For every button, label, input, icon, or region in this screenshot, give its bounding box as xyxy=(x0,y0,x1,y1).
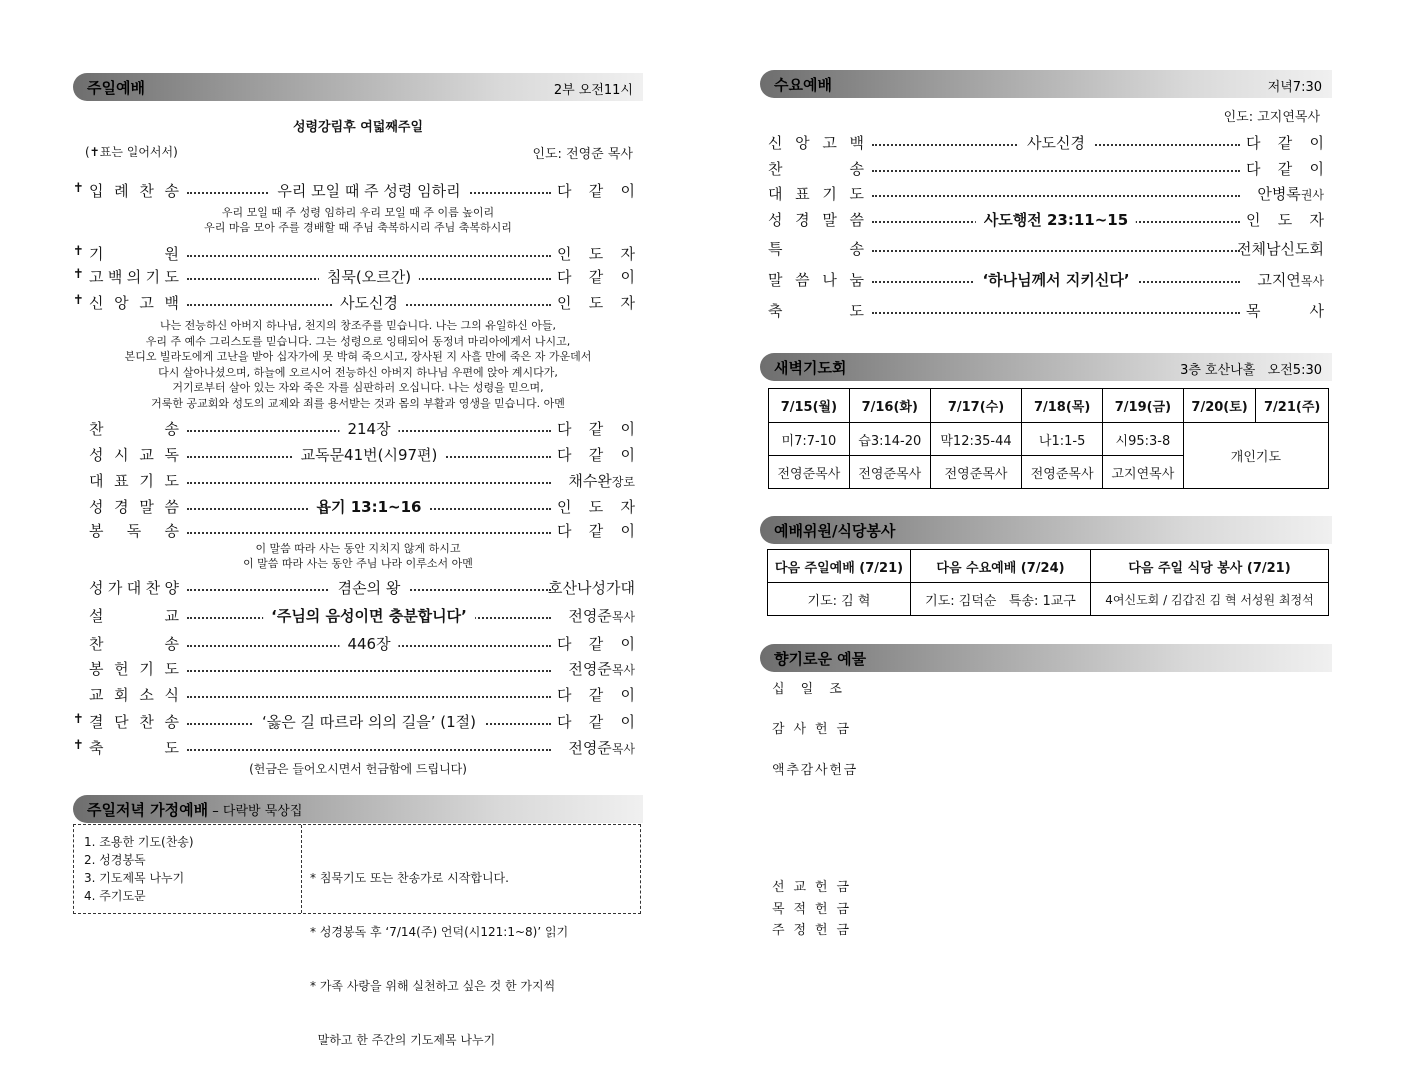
family-subtitle: – 다락방 묵상집 xyxy=(208,804,303,819)
passage-cell: 막12:35-44 xyxy=(930,423,1021,456)
passage-cell: 시95:3-8 xyxy=(1103,423,1184,456)
item-by: 다 같 이 xyxy=(1246,160,1324,178)
item-by: 다 같 이 xyxy=(557,686,635,704)
leader-dots xyxy=(872,195,1240,197)
day-header: 7/17(수) xyxy=(930,389,1021,423)
item-by: 다 같 이 xyxy=(557,420,635,438)
table-row xyxy=(769,389,1329,423)
item-label: 성 가 대 찬 양 xyxy=(89,579,179,597)
section-title: 새벽기도회 xyxy=(774,359,847,377)
item-label: 특 송 xyxy=(768,240,864,258)
item-by: 다 같 이 xyxy=(557,522,635,540)
family-note: 말하고 한 주간의 기도제목 나누기 xyxy=(310,1033,496,1047)
item-label: 봉 헌 기 도 xyxy=(89,660,179,678)
person-name: 전영준 xyxy=(568,607,612,625)
standing-mark: ✝ xyxy=(73,712,84,727)
box-divider xyxy=(301,825,302,913)
leader-dots xyxy=(187,749,551,751)
service-staff-header xyxy=(760,516,1332,544)
item-content: 교독문41번(시97편) xyxy=(293,444,446,465)
section-title: 주일예배 xyxy=(87,79,145,97)
creed-line: 본디오 빌라도에게 고난을 받아 십자가에 못 박혀 죽으시고, 장사된 지 사흘 만에 죽은 자 가운데서 xyxy=(124,350,592,363)
family-step: 2. 성경봉독 xyxy=(84,853,146,867)
worship-item xyxy=(760,300,1332,322)
day-header: 7/21(주) xyxy=(1256,389,1329,423)
family-step: 3. 기도제목 나누기 xyxy=(84,871,185,885)
dawn-prayer-header xyxy=(760,353,1332,381)
person-name: 전영준 xyxy=(568,739,612,757)
offering-item: 감 사 헌 금 xyxy=(772,722,850,737)
item-label: 축 도 xyxy=(768,302,864,320)
standing-mark: ✝ xyxy=(73,244,84,259)
item-by xyxy=(568,470,635,491)
service-time: 2부 오전11시 xyxy=(553,83,633,98)
person-name: 채수완 xyxy=(568,472,612,490)
item-content: 사도신경 xyxy=(1019,132,1093,153)
item-by: 인 도 자 xyxy=(557,498,635,516)
preacher-cell: 전영준목사 xyxy=(769,456,850,489)
worship-item xyxy=(73,418,643,440)
creed-line: 우리 주 예수 그리스도를 믿습니다. 그는 성령으로 잉태되어 동정녀 마리아에게서 나시고, xyxy=(145,334,571,348)
worship-item xyxy=(760,158,1332,180)
service-staff-table xyxy=(767,549,1329,616)
day-header: 7/15(월) xyxy=(769,389,850,423)
family-worship-header xyxy=(73,795,643,823)
worship-item xyxy=(73,605,643,627)
offering-item: 목 적 헌 금 xyxy=(772,902,850,917)
person-title: 목사 xyxy=(611,742,635,756)
item-by: 목 사 xyxy=(1246,302,1324,320)
item-content: 사도행전 23:11~15 xyxy=(976,209,1136,230)
creed-line: 다시 살아나셨으며, 하늘에 오르시어 전능하신 아버지 하나님 우편에 앉아 계시다가, xyxy=(158,365,558,379)
item-label: 대 표 기 도 xyxy=(89,472,179,490)
worship-item xyxy=(760,238,1332,260)
section-title xyxy=(87,799,302,820)
item-content: 욥기 13:1~16 xyxy=(309,496,430,517)
offering-note: (헌금은 들어오시면서 헌금함에 드립니다) xyxy=(249,762,467,776)
family-note: * 침묵기도 또는 찬송가로 시작합니다. xyxy=(310,871,509,885)
offering-header xyxy=(760,644,1332,672)
dawn-prayer-table xyxy=(768,388,1329,489)
response-line: 이 말씀 따라 사는 동안 지치지 않게 하시고 xyxy=(255,542,461,555)
item-content: ‘옳은 길 따르라 의의 길을’ (1절) xyxy=(254,711,484,732)
day-header: 7/16(화) xyxy=(849,389,930,423)
preacher-cell: 전영준목사 xyxy=(930,456,1021,489)
leader-dots xyxy=(187,696,551,698)
item-by xyxy=(568,605,635,626)
wednesday-leader: 인도: 고지연목사 xyxy=(1223,110,1320,125)
dawn-place-time: 3층 호산나홀 오전5:30 xyxy=(1180,363,1322,378)
item-label: 성 시 교 독 xyxy=(89,446,179,464)
standing-mark: ✝ xyxy=(73,267,84,282)
item-by: 인 도 자 xyxy=(557,245,635,263)
staff-header: 다음 수요예배 (7/24) xyxy=(911,550,1091,583)
item-label: 신 앙 고 백 xyxy=(768,134,864,152)
liturgical-subtitle: 성령강림후 여덟째주일 xyxy=(292,120,424,135)
item-by: 다 같 이 xyxy=(557,713,635,731)
item-label: 찬 송 xyxy=(89,420,179,438)
service-time: 저녁7:30 xyxy=(1267,80,1322,95)
worship-item xyxy=(73,180,643,202)
person-title: 권사 xyxy=(1300,188,1324,202)
standing-note: (✝표는 일어서서) xyxy=(85,145,178,159)
item-by xyxy=(568,658,635,679)
staff-header: 다음 주일 식당 봉사 (7/21) xyxy=(1091,550,1329,583)
item-label: 설 교 xyxy=(89,607,179,625)
item-content: 214장 xyxy=(339,418,398,439)
passage-cell: 나1:1-5 xyxy=(1022,423,1103,456)
item-by: 다 같 이 xyxy=(557,635,635,653)
standing-mark: ✝ xyxy=(73,181,84,196)
person-name: 호산나성가대 xyxy=(548,579,635,597)
day-header: 7/20(토) xyxy=(1183,389,1256,423)
standing-mark: ✝ xyxy=(73,293,84,308)
leader-dots xyxy=(187,255,551,257)
worship-item xyxy=(73,577,643,599)
leader-dots xyxy=(187,532,551,534)
person-title: 목사 xyxy=(611,610,635,624)
item-label: 결 단 찬 송 xyxy=(89,713,179,731)
family-step: 4. 주기도문 xyxy=(84,889,146,903)
item-label: 입 례 찬 송 xyxy=(89,182,179,200)
person-name: 전체남신도회 xyxy=(1237,240,1324,258)
person-name: 고지연 xyxy=(1257,271,1301,289)
person-name: 안병록 xyxy=(1257,185,1301,203)
item-content: 우리 모일 때 주 성령 임하리 xyxy=(269,180,468,201)
table-row xyxy=(768,550,1329,583)
staff-cell: 기도: 김덕순 특송: 1교구 xyxy=(911,583,1091,616)
item-by xyxy=(548,577,635,598)
family-note: * 가족 사랑을 위해 실천하고 싶은 것 한 가지씩 xyxy=(310,979,556,993)
family-note: * 성경봉독 후 ‘7/14(주) 언덕(시121:1~8)’ 읽기 xyxy=(310,925,569,939)
item-by: 다 같 이 xyxy=(557,182,635,200)
worship-item xyxy=(73,470,643,492)
item-content: 446장 xyxy=(339,633,398,654)
preacher-cell: 전영준목사 xyxy=(849,456,930,489)
worship-item xyxy=(73,658,643,680)
worship-item xyxy=(73,633,643,655)
family-step: 1. 조용한 기도(찬송) xyxy=(84,835,194,849)
leader-dots xyxy=(872,312,1240,314)
preacher-cell: 고지연목사 xyxy=(1103,456,1184,489)
family-title: 주일저녁 가정예배 xyxy=(87,801,209,819)
family-worship-box xyxy=(73,824,641,1047)
sunday-worship-header xyxy=(73,73,643,101)
person-title: 목사 xyxy=(611,663,635,677)
worship-leader: 인도: 전영준 목사 xyxy=(532,147,633,162)
worship-item xyxy=(73,444,643,466)
item-label: 교 회 소 식 xyxy=(89,686,179,704)
offering-item: 십 일 조 xyxy=(772,682,842,697)
staff-cell: 기도: 김 혁 xyxy=(768,583,911,616)
staff-header: 다음 주일예배 (7/21) xyxy=(768,550,911,583)
item-label: 축 도 xyxy=(89,739,179,757)
creed-line: 나는 전능하신 아버지 하나님, 천지의 창조주를 믿습니다. 나는 그의 유일하신 아들, xyxy=(159,319,557,332)
creed-line: 거기로부터 살아 있는 자와 죽은 자를 심판하러 오십니다. 나는 성령을 믿으며, xyxy=(172,381,544,394)
leader-dots xyxy=(872,170,1240,172)
worship-item xyxy=(73,496,643,518)
family-notes xyxy=(310,833,568,1085)
item-label: 찬 송 xyxy=(768,160,864,178)
item-by: 다 같 이 xyxy=(557,268,635,286)
lyrics-line: 우리 모일 때 주 성령 임하리 우리 모일 때 주 이름 높이리 xyxy=(221,206,495,219)
family-steps xyxy=(84,833,194,905)
passage-cell: 미7:7-10 xyxy=(769,423,850,456)
day-header: 7/18(목) xyxy=(1022,389,1103,423)
item-by xyxy=(1237,238,1324,259)
weekend-cell: 개인기도 xyxy=(1183,423,1328,489)
person-name: 전영준 xyxy=(568,660,612,678)
worship-item xyxy=(73,266,643,288)
section-title: 예배위원/식당봉사 xyxy=(774,522,896,540)
item-label: 기 원 xyxy=(89,245,179,263)
worship-item xyxy=(760,132,1332,154)
item-label: 찬 송 xyxy=(89,635,179,653)
reading-response xyxy=(103,541,613,571)
response-line: 이 말씀 따라 사는 동안 주님 나라 이루소서 아멘 xyxy=(243,557,473,570)
item-label: 말 씀 나 눔 xyxy=(768,271,864,289)
worship-item xyxy=(73,292,643,314)
leader-dots xyxy=(187,482,551,484)
worship-item xyxy=(73,737,643,759)
day-header: 7/19(금) xyxy=(1103,389,1184,423)
item-label: 성 경 말 씀 xyxy=(89,498,179,516)
item-by: 인 도 자 xyxy=(1246,211,1324,229)
preacher-cell: 전영준목사 xyxy=(1022,456,1103,489)
item-by: 인 도 자 xyxy=(557,294,635,312)
worship-item xyxy=(760,183,1332,205)
item-content: 침묵(오르간) xyxy=(319,266,419,287)
leader-dots xyxy=(187,670,551,672)
item-label: 봉 독 송 xyxy=(89,522,179,540)
item-by xyxy=(1257,183,1324,204)
section-title: 수요예배 xyxy=(774,76,832,94)
leader-dots xyxy=(872,250,1240,252)
person-title: 목사 xyxy=(1300,274,1324,288)
item-by: 다 같 이 xyxy=(1246,134,1324,152)
worship-item xyxy=(73,711,643,733)
item-content: ‘주님의 음성이면 충분합니다’ xyxy=(263,605,475,626)
lyrics-line: 우리 마음 모아 주를 경배할 때 주님 축복하시리 주님 축복하시리 xyxy=(204,221,512,234)
table-row xyxy=(768,583,1329,616)
item-by: 다 같 이 xyxy=(557,446,635,464)
worship-item xyxy=(760,269,1332,291)
entrance-lyrics xyxy=(103,205,613,235)
item-content: 겸손의 왕 xyxy=(330,577,409,598)
wednesday-worship-header xyxy=(760,70,1332,98)
standing-mark: ✝ xyxy=(73,738,84,753)
item-content: ‘하나님께서 지키신다’ xyxy=(974,269,1137,290)
worship-item xyxy=(73,684,643,706)
item-content: 사도신경 xyxy=(332,292,406,313)
item-label: 대 표 기 도 xyxy=(768,185,864,203)
item-by xyxy=(1257,269,1324,290)
offering-item: 선 교 헌 금 xyxy=(772,880,850,895)
table-row xyxy=(769,423,1329,456)
creed-line: 거룩한 공교회와 성도의 교제와 죄를 용서받는 것과 몸의 부활과 영생을 믿습니다. 아멘 xyxy=(151,396,565,410)
apostles-creed xyxy=(83,318,633,411)
staff-cell: 4여신도회 / 김갑진 김 혁 서성원 최정석 xyxy=(1091,583,1329,616)
person-title: 장로 xyxy=(611,475,635,489)
passage-cell: 습3:14-20 xyxy=(849,423,930,456)
worship-item xyxy=(760,209,1332,231)
offering-item: 액 추 감 사 헌 금 xyxy=(772,763,857,778)
item-by xyxy=(568,737,635,758)
item-label: 성 경 말 씀 xyxy=(768,211,864,229)
section-title: 향기로운 예물 xyxy=(774,650,867,668)
item-label: 신 앙 고 백 xyxy=(89,294,179,312)
worship-item xyxy=(73,243,643,265)
offering-item: 주 정 헌 금 xyxy=(772,923,850,938)
worship-item xyxy=(73,520,643,542)
item-label: 고 백 의 기 도 xyxy=(89,268,179,286)
